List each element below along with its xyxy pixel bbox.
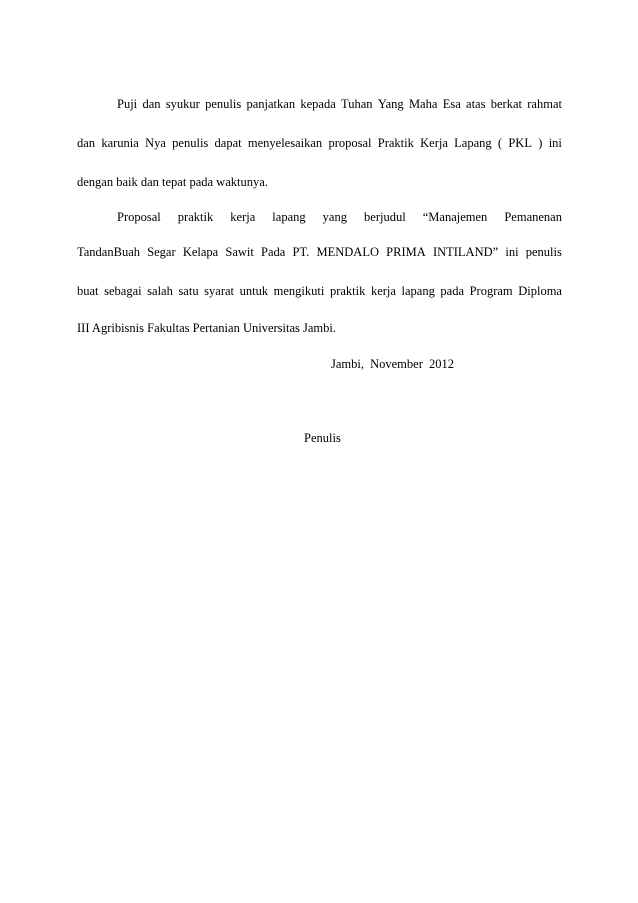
paragraph2-line2-word: Sawit xyxy=(225,245,254,259)
paragraph2-line1-word: berjudul xyxy=(364,210,406,224)
paragraph2-line2-word: penulis xyxy=(525,245,562,259)
paragraph2-line3-word: praktik xyxy=(329,284,366,298)
signer-name: Penulis xyxy=(304,431,341,445)
paragraph2-line3-word: salah xyxy=(147,284,173,298)
paragraph2-line1 xyxy=(117,209,562,225)
paragraph2-line3-word: lapang xyxy=(401,284,435,298)
paragraph2-line2 xyxy=(77,244,562,260)
paragraph2-line3-word: buat xyxy=(77,284,99,298)
paragraph2-line1-word: Pemanenan xyxy=(504,210,562,224)
paragraph2-line1-word: kerja xyxy=(230,210,256,224)
paragraph2-line3-word: pada xyxy=(440,284,465,298)
paragraph1-line2-word: dapat xyxy=(214,136,242,150)
paragraph1-line2-word: penulis xyxy=(172,136,209,150)
paragraph1-line2-word: Nya xyxy=(145,136,166,150)
paragraph2-line3-word: kerja xyxy=(370,284,396,298)
paragraph1-line1-word: penulis xyxy=(205,97,242,111)
paragraph1-line1-word: berkat xyxy=(490,97,522,111)
paragraph1-line2-word: proposal xyxy=(328,136,372,150)
paragraph2-line3-word: sebagai xyxy=(104,284,142,298)
paragraph1-line1-word: panjatkan xyxy=(246,97,296,111)
paragraph1-line1-word: kepada xyxy=(300,97,336,111)
paragraph1-line2-word: ) xyxy=(538,136,543,150)
paragraph2-line1-word: yang xyxy=(322,210,347,224)
paragraph1-line2-word: Lapang xyxy=(454,136,492,150)
paragraph1-line2-word: karunia xyxy=(101,136,139,150)
paragraph2-line1-word: praktik xyxy=(177,210,214,224)
paragraph2-line1-word: lapang xyxy=(272,210,306,224)
paragraph2-line3 xyxy=(77,283,562,299)
paragraph2-line2-word: TandanBuah xyxy=(77,245,140,259)
paragraph2-line2-word: ini xyxy=(505,245,519,259)
paragraph2-line1-word: Proposal xyxy=(117,210,161,224)
paragraph2-line3-word: Diploma xyxy=(518,284,562,298)
paragraph1-line2-word: PKL xyxy=(508,136,532,150)
paragraph2-line2-word: Segar xyxy=(147,245,176,259)
paragraph2-line3-word: syarat xyxy=(204,284,235,298)
paragraph2-line2-word: Pada xyxy=(261,245,286,259)
paragraph2-line2-word: PT. xyxy=(292,245,310,259)
paragraph2-line3-word: mengikuti xyxy=(273,284,325,298)
paragraph2-line3-word: Program xyxy=(469,284,513,298)
paragraph1-line2 xyxy=(77,135,562,151)
paragraph1-line1-word: atas xyxy=(466,97,486,111)
paragraph1-line1-word: Maha xyxy=(408,97,438,111)
paragraph1-line1-word: Esa xyxy=(442,97,461,111)
paragraph1-line1 xyxy=(117,96,562,112)
paragraph1-line1-word: rahmat xyxy=(527,97,562,111)
paragraph1-line2-word: ini xyxy=(548,136,562,150)
paragraph1-line3: dengan baik dan tepat pada waktunya. xyxy=(77,175,268,189)
paragraph2-line3-word: untuk xyxy=(239,284,269,298)
paragraph2-line4: III Agribisnis Fakultas Pertanian Universitas Jambi. xyxy=(77,321,336,335)
paragraph1-line2-word: Praktik xyxy=(377,136,414,150)
paragraph1-line1-word: Yang xyxy=(377,97,404,111)
paragraph2-line3-word: satu xyxy=(178,284,199,298)
paragraph1-line1-word: Tuhan xyxy=(341,97,373,111)
paragraph2-line2-word: INTILAND” xyxy=(432,245,499,259)
paragraph1-line2-word: Kerja xyxy=(420,136,448,150)
paragraph1-line2-word: dan xyxy=(77,136,96,150)
paragraph2-line1-word: “Manajemen xyxy=(422,210,488,224)
paragraph1-line2-word: menyelesaikan xyxy=(247,136,323,150)
paragraph1-line1-word: Puji xyxy=(117,97,138,111)
paragraph1-line1-word: dan xyxy=(142,97,161,111)
paragraph2-line2-word: Kelapa xyxy=(182,245,219,259)
paragraph2-line2-word: MENDALO xyxy=(316,245,379,259)
paragraph1-line2-word: ( xyxy=(497,136,503,150)
paragraph1-line1-word: syukur xyxy=(165,97,200,111)
date-line: Jambi, November 2012 xyxy=(331,357,454,371)
paragraph2-line2-word: PRIMA xyxy=(386,245,426,259)
